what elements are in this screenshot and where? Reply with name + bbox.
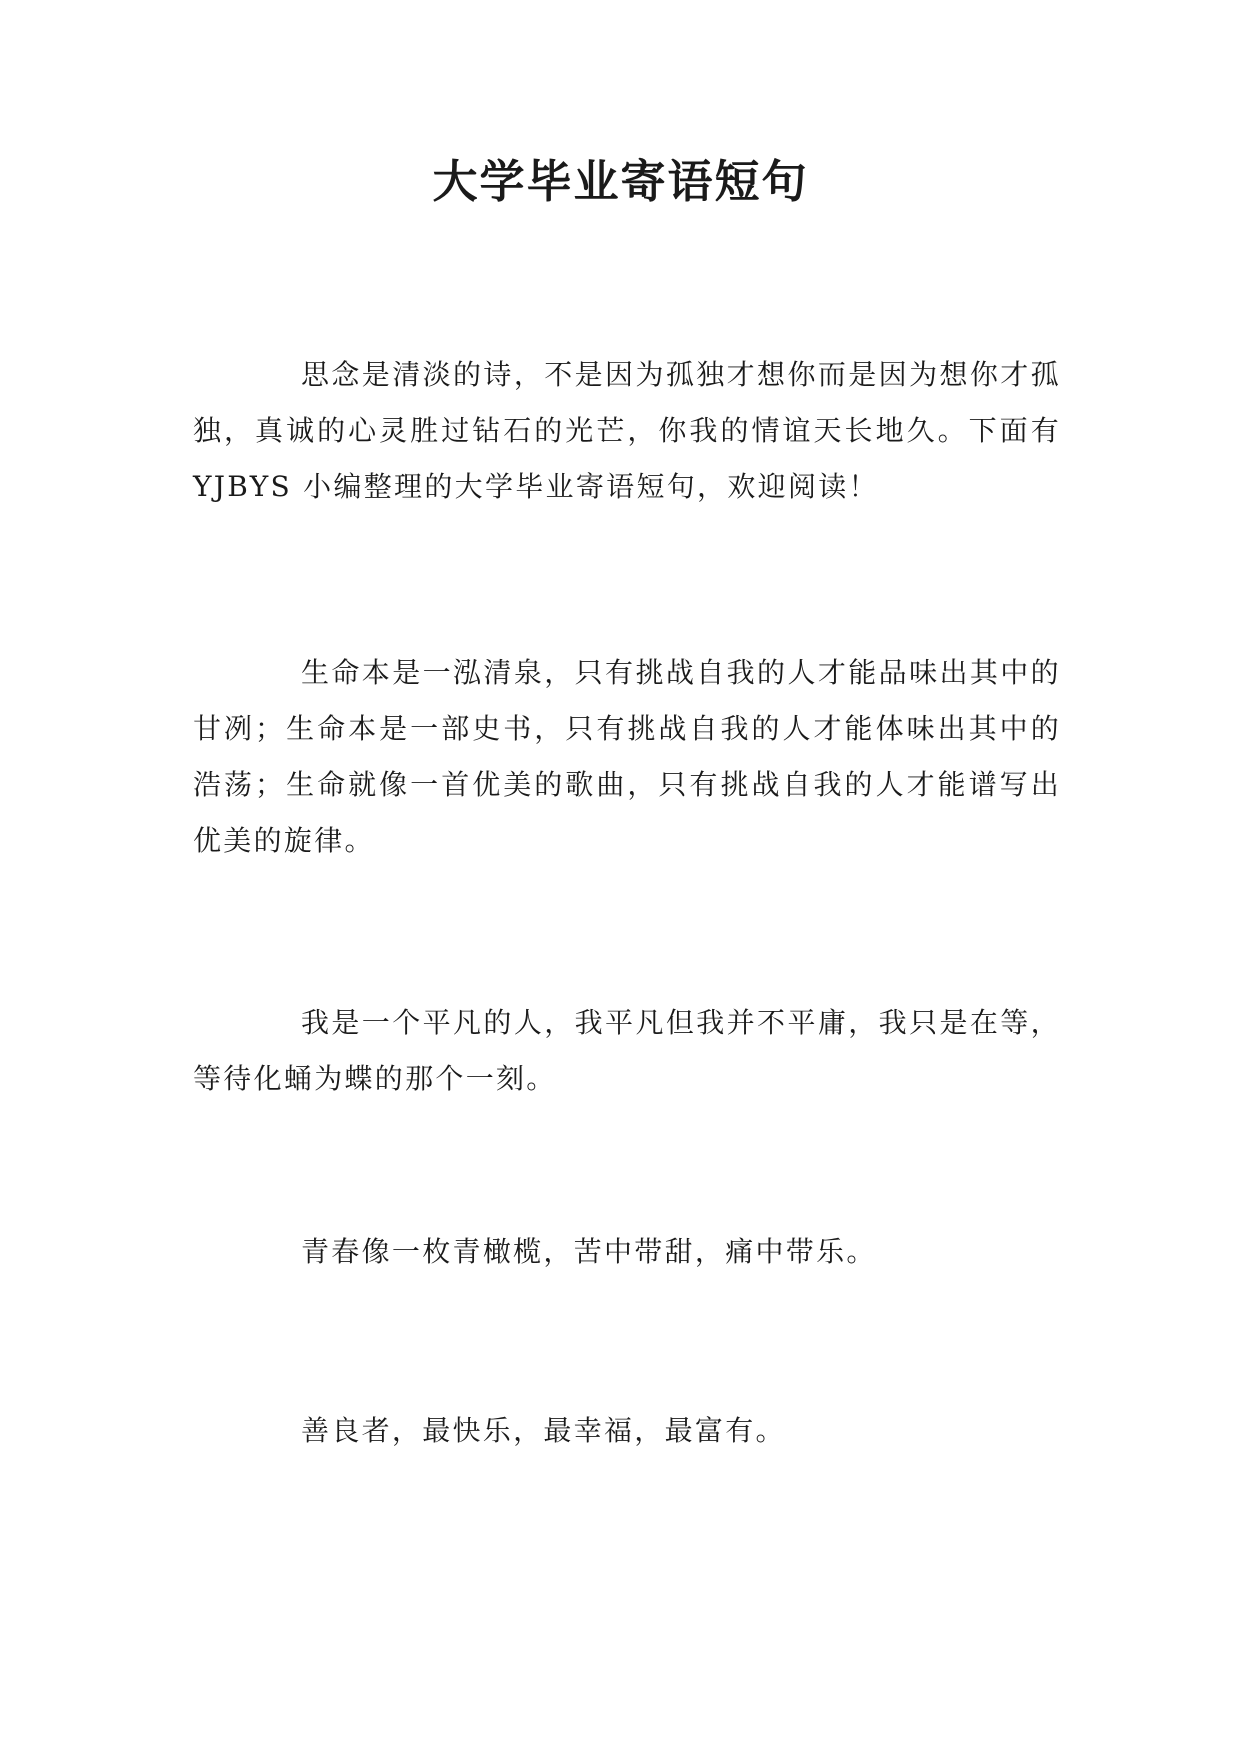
quote-paragraph: 青春像一枚青橄榄，苦中带甜，痛中带乐。	[301, 1235, 877, 1268]
intro-paragraph: 思念是清淡的诗，不是因为孤独才想你而是因为想你才孤独，真诚的心灵胜过钻石的光芒，你我的情谊天长地久。下面有 YJBYS 小编整理的大学毕业寄语短句，欢迎阅读！	[193, 358, 1061, 503]
quote-paragraph: 我是一个平凡的人，我平凡但我并不平庸，我只是在等，等待化蛹为蝶的那个一刻。	[193, 1006, 1061, 1095]
quote-paragraph: 善良者，最快乐，最幸福，最富有。	[301, 1414, 786, 1447]
document-title: 大学毕业寄语短句	[432, 155, 809, 208]
quote-paragraph: 生命本是一泓清泉，只有挑战自我的人才能品味出其中的甘冽；生命本是一部史书，只有挑战自我的人才能体味出其中的浩荡；生命就像一首优美的歌曲，只有挑战自我的人才能谱写出优美的旋律。	[193, 656, 1061, 857]
